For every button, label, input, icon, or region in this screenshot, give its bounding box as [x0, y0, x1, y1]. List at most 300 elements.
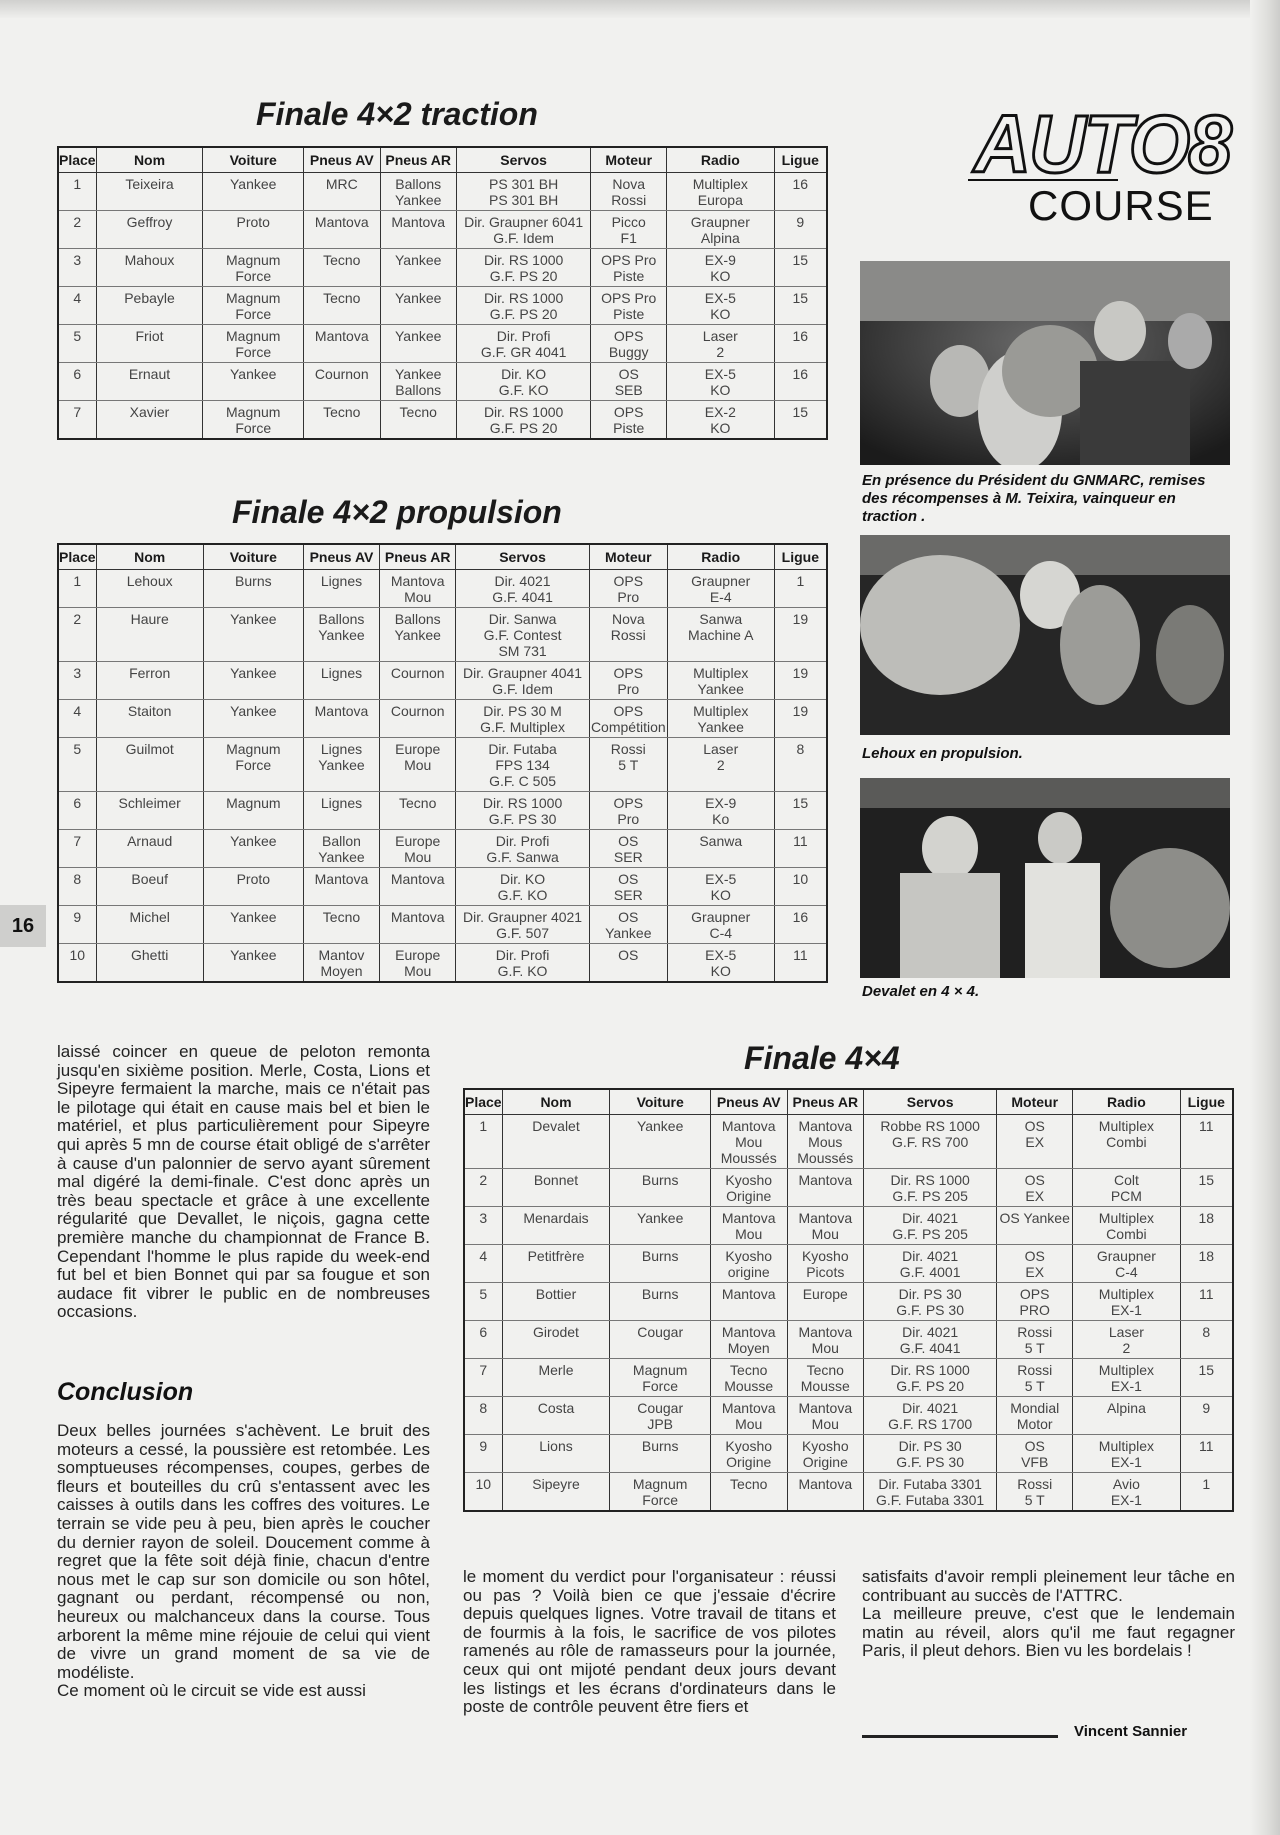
table-cell: Burns: [610, 1169, 711, 1207]
table-cell: Multiplex EX-1: [1073, 1283, 1180, 1321]
table-cell: Nova Rossi: [589, 608, 667, 662]
table-cell: 4: [58, 700, 96, 738]
table-cell: Mantova: [380, 211, 456, 249]
table-cell: Mantova: [787, 1169, 864, 1207]
table-row: [464, 1169, 1233, 1207]
table-cell: 18: [1180, 1245, 1233, 1283]
table-cell: OPS Pro Piste: [591, 287, 667, 325]
page-number: 16: [0, 905, 46, 947]
table-cell: Graupner C-4: [1073, 1245, 1180, 1283]
table-cell: Dir. Profi G.F. GR 4041: [456, 325, 590, 363]
table-cell: PS 301 BH PS 301 BH: [456, 173, 590, 211]
caption-photo3: Devalet en 4 × 4.: [862, 983, 980, 1000]
top-scan-edge: [0, 0, 1280, 18]
table-cell: OS: [589, 944, 667, 983]
table-cell: 9: [464, 1435, 502, 1473]
table-cell: 3: [464, 1207, 502, 1245]
table-cell: Burns: [203, 570, 303, 608]
table-cell: 2: [58, 211, 96, 249]
column-header: Moteur: [591, 147, 667, 173]
table-cell: 8: [464, 1397, 502, 1435]
table-cell: Europe Mou: [380, 830, 456, 868]
table-cell: 15: [774, 249, 827, 287]
table-cell: Dir. PS 30 G.F. PS 30: [864, 1283, 997, 1321]
table-cell: Yankee: [610, 1207, 711, 1245]
table-cell: Lignes Yankee: [303, 738, 379, 792]
table-cell: Mantova: [304, 211, 380, 249]
table-cell: Mantova: [304, 325, 380, 363]
table-cell: Tecno: [304, 287, 380, 325]
table-cell: EX-2 KO: [667, 401, 774, 440]
table-cell: EX-5 KO: [667, 287, 774, 325]
table-cell: Kyosho Origine: [710, 1169, 787, 1207]
table-row: [464, 1359, 1233, 1397]
article-col1-top: laissé coincer en queue de peloton remonta jusqu'en sixième position. Merle, Costa, Lions et Sipeyre fermaient la marche, mais ce n'était pas le pilotage qui était en cause mais bel et bien le matériel, et plus particulièrement pour Sipeyre qui après 5 mn de course était obligé de s'arrêter à cause d'un palonnier de servo ayant sûrement mal digéré la demi-finale. C'est donc après un très beau spectacle et grâce à une excellente régularité que Devallet, le niçois, gagna cette première manche du championnat de France B. Cependant l'homme le plus rapide du week-end fut bel et bien Bonnet qui par sa fougue et son audace fit vibrer le public en de nombreuses occasions.: [57, 1042, 430, 1322]
table-row: [58, 830, 827, 868]
table-cell: OPS Piste: [591, 401, 667, 440]
table-cell: EX-5 KO: [667, 868, 774, 906]
table-cell: Dir. 4021 G.F. RS 1700: [864, 1397, 997, 1435]
table-cell: Ernaut: [96, 363, 203, 401]
table-cell: 10: [58, 944, 96, 983]
table-cell: Lignes: [303, 662, 379, 700]
table-row: [464, 1207, 1233, 1245]
table-row: [58, 868, 827, 906]
table-cell: 1: [58, 173, 96, 211]
table-cell: 15: [774, 792, 827, 830]
table-row: [58, 249, 827, 287]
table-row: [464, 1283, 1233, 1321]
table-row: [58, 211, 827, 249]
table-cell: Boeuf: [96, 868, 203, 906]
table-cell: Mantova: [303, 868, 379, 906]
table-cell: Mantova: [380, 868, 456, 906]
table-cell: Tecno: [380, 401, 456, 440]
table-cell: Colt PCM: [1073, 1169, 1180, 1207]
table-cell: Rossi 5 T: [997, 1473, 1073, 1512]
table-cell: Yankee: [203, 363, 304, 401]
table-cell: 19: [774, 662, 827, 700]
table-cell: Yankee Ballons: [380, 363, 456, 401]
table-cell: OS VFB: [997, 1435, 1073, 1473]
table-row: [464, 1321, 1233, 1359]
table-cell: Michel: [96, 906, 203, 944]
table-row: [58, 944, 827, 983]
table-cell: Tecno: [303, 906, 379, 944]
table-cell: Petitfrère: [502, 1245, 610, 1283]
table-cell: OPS Pro: [589, 792, 667, 830]
table-cell: Dir. RS 1000 G.F. PS 205: [864, 1169, 997, 1207]
auto8-logo: [968, 96, 1236, 186]
table-cell: Mantova: [710, 1283, 787, 1321]
column-header: Servos: [864, 1089, 997, 1115]
table-cell: Mantova Mou: [380, 570, 456, 608]
table-cell: 9: [58, 906, 96, 944]
table-cell: 11: [1180, 1115, 1233, 1169]
table-row: [464, 1115, 1233, 1169]
table-cell: Multiplex Combi: [1073, 1207, 1180, 1245]
table-cell: 19: [774, 700, 827, 738]
table-cell: OPS Pro: [589, 662, 667, 700]
table-cell: Avio EX-1: [1073, 1473, 1180, 1512]
photo-devalet: [860, 778, 1230, 978]
table-cell: Magnum Force: [203, 287, 304, 325]
table-cell: 3: [58, 249, 96, 287]
table-cell: Laser 2: [667, 325, 774, 363]
table-cell: Sanwa Machine A: [667, 608, 774, 662]
table-cell: 15: [1180, 1359, 1233, 1397]
table-cell: Rossi 5 T: [589, 738, 667, 792]
fourbyfour-title: Finale 4×4: [744, 1040, 900, 1076]
table-cell: Girodet: [502, 1321, 610, 1359]
table-cell: Schleimer: [96, 792, 203, 830]
table-cell: Dir. RS 1000 G.F. PS 20: [456, 249, 590, 287]
column-header: Voiture: [610, 1089, 711, 1115]
table-cell: Mantova: [380, 906, 456, 944]
table-cell: OS EX: [997, 1115, 1073, 1169]
table-cell: Rossi 5 T: [997, 1321, 1073, 1359]
table-cell: Dir. 4021 G.F. 4041: [864, 1321, 997, 1359]
table-cell: 11: [774, 830, 827, 868]
table-cell: Yankee: [203, 608, 303, 662]
table-cell: Burns: [610, 1283, 711, 1321]
table-cell: Dir. 4021 G.F. 4041: [456, 570, 590, 608]
table-cell: Ballons Yankee: [303, 608, 379, 662]
table-cell: Sipeyre: [502, 1473, 610, 1512]
fourbyfour-results-table: [463, 1088, 1234, 1512]
table-cell: Magnum Force: [610, 1473, 711, 1512]
table-cell: Dir. RS 1000 G.F. PS 20: [456, 401, 590, 440]
table-cell: 5: [58, 325, 96, 363]
table-cell: 15: [1180, 1169, 1233, 1207]
table-cell: Lignes: [303, 792, 379, 830]
table-cell: Burns: [610, 1245, 711, 1283]
column-header: Pneus AR: [380, 544, 456, 570]
table-cell: 9: [774, 211, 827, 249]
table-cell: Devalet: [502, 1115, 610, 1169]
table-cell: MRC: [304, 173, 380, 211]
table-cell: Cougar JPB: [610, 1397, 711, 1435]
table-cell: Multiplex Combi: [1073, 1115, 1180, 1169]
table-cell: 4: [58, 287, 96, 325]
table-cell: Dir. RS 1000 G.F. PS 20: [864, 1359, 997, 1397]
table-cell: 5: [58, 738, 96, 792]
table-cell: OPS Buggy: [591, 325, 667, 363]
column-header: Pneus AR: [787, 1089, 864, 1115]
table-cell: Dir. Futaba 3301 G.F. Futaba 3301: [864, 1473, 997, 1512]
table-cell: Mondial Motor: [997, 1397, 1073, 1435]
table-cell: Yankee: [380, 325, 456, 363]
table-row: [58, 325, 827, 363]
table-cell: Xavier: [96, 401, 203, 440]
table-cell: 16: [774, 173, 827, 211]
table-cell: Cournon: [380, 662, 456, 700]
table-cell: Cournon: [380, 700, 456, 738]
table-cell: Dir. PS 30 G.F. PS 30: [864, 1435, 997, 1473]
table-cell: 15: [774, 401, 827, 440]
table-cell: Dir. Graupner 4021 G.F. 507: [456, 906, 590, 944]
table-cell: Teixeira: [96, 173, 203, 211]
table-cell: Menardais: [502, 1207, 610, 1245]
table-cell: Mantova Mou Moussés: [710, 1115, 787, 1169]
table-cell: Yankee: [203, 662, 303, 700]
table-cell: Laser 2: [1073, 1321, 1180, 1359]
table-cell: Dir. Futaba FPS 134 G.F. C 505: [456, 738, 590, 792]
table-cell: Kyosho origine: [710, 1245, 787, 1283]
table-cell: OS SEB: [591, 363, 667, 401]
table-row: [464, 1435, 1233, 1473]
table-cell: Mahoux: [96, 249, 203, 287]
column-header: Voiture: [203, 544, 303, 570]
table-cell: Dir. KO G.F. KO: [456, 868, 590, 906]
table-cell: Dir. 4021 G.F. 4001: [864, 1245, 997, 1283]
table-cell: EX-9 Ko: [667, 792, 774, 830]
right-scan-edge: [1250, 0, 1280, 1835]
table-cell: Ballons Yankee: [380, 173, 456, 211]
table-cell: Lehoux: [96, 570, 203, 608]
table-cell: 11: [1180, 1435, 1233, 1473]
table-cell: Cougar: [610, 1321, 711, 1359]
table-cell: Multiplex Yankee: [667, 700, 774, 738]
table-cell: Europe: [787, 1283, 864, 1321]
photo-teixeira-award: [860, 261, 1230, 465]
table-cell: Mantova Mou: [787, 1207, 864, 1245]
table-cell: 19: [774, 608, 827, 662]
table-cell: Pebayle: [96, 287, 203, 325]
table-header-row: [464, 1089, 1233, 1115]
author-signature: Vincent Sannier: [1074, 1723, 1188, 1740]
table-cell: OPS PRO: [997, 1283, 1073, 1321]
table-cell: Mantova Moyen: [710, 1321, 787, 1359]
column-header: Ligue: [1180, 1089, 1233, 1115]
table-cell: Mantova Mou: [787, 1321, 864, 1359]
table-row: [58, 173, 827, 211]
table-cell: 1: [58, 570, 96, 608]
table-cell: 7: [58, 830, 96, 868]
table-cell: Graupner E-4: [667, 570, 774, 608]
column-header: Pneus AR: [380, 147, 456, 173]
table-cell: Mantova: [787, 1473, 864, 1512]
table-header-row: [58, 147, 827, 173]
table-row: [58, 608, 827, 662]
column-header: Place: [58, 544, 96, 570]
table-cell: 1: [774, 570, 827, 608]
propulsion-results-table: [57, 543, 828, 983]
table-cell: Lignes: [303, 570, 379, 608]
column-header: Pneus AV: [710, 1089, 787, 1115]
photo-lehoux: [860, 535, 1230, 735]
table-cell: Merle: [502, 1359, 610, 1397]
column-header: Ligue: [774, 544, 827, 570]
table-cell: Yankee: [203, 830, 303, 868]
table-row: [58, 363, 827, 401]
table-cell: OS SER: [589, 830, 667, 868]
table-cell: OS EX: [997, 1169, 1073, 1207]
table-cell: Guilmot: [96, 738, 203, 792]
signature-rule: [862, 1735, 1058, 1738]
table-cell: 8: [58, 868, 96, 906]
caption-photo1: En présence du Président du GNMARC, remises des récompenses à M. Teixira, vainqueur en traction .: [862, 472, 1206, 525]
propulsion-title: Finale 4×2 propulsion: [232, 494, 562, 530]
table-cell: Tecno Mousse: [710, 1359, 787, 1397]
table-cell: Yankee: [380, 249, 456, 287]
table-cell: Ballons Yankee: [380, 608, 456, 662]
table-cell: 6: [58, 792, 96, 830]
traction-results-table: [57, 146, 828, 440]
table-cell: Dir. RS 1000 G.F. PS 20: [456, 287, 590, 325]
table-cell: Dir. Graupner 6041 G.F. Idem: [456, 211, 590, 249]
table-cell: Mantova Mous Moussés: [787, 1115, 864, 1169]
table-cell: Costa: [502, 1397, 610, 1435]
table-cell: Mantova Mou: [710, 1397, 787, 1435]
table-cell: Europe Mou: [380, 738, 456, 792]
table-cell: Magnum Force: [203, 401, 304, 440]
table-cell: Dir. KO G.F. KO: [456, 363, 590, 401]
table-cell: Sanwa: [667, 830, 774, 868]
column-header: Servos: [456, 544, 590, 570]
column-header: Servos: [456, 147, 590, 173]
table-cell: OS Yankee: [997, 1207, 1073, 1245]
column-header: Voiture: [203, 147, 304, 173]
table-cell: 16: [774, 906, 827, 944]
table-cell: Multiplex EX-1: [1073, 1435, 1180, 1473]
table-cell: OS EX: [997, 1245, 1073, 1283]
table-cell: Multiplex Yankee: [667, 662, 774, 700]
table-cell: Magnum Force: [610, 1359, 711, 1397]
table-cell: Ballon Yankee: [303, 830, 379, 868]
table-cell: 16: [774, 363, 827, 401]
svg-text:AUTO8: AUTO8: [972, 99, 1233, 186]
table-cell: 2: [464, 1169, 502, 1207]
table-cell: Tecno Mousse: [787, 1359, 864, 1397]
table-cell: Nova Rossi: [591, 173, 667, 211]
traction-title: Finale 4×2 traction: [256, 96, 538, 132]
table-cell: 10: [464, 1473, 502, 1512]
table-cell: Picco F1: [591, 211, 667, 249]
table-row: [464, 1397, 1233, 1435]
table-cell: Ferron: [96, 662, 203, 700]
table-cell: OPS Pro Piste: [591, 249, 667, 287]
column-header: Ligue: [774, 147, 827, 173]
table-cell: Dir. RS 1000 G.F. PS 30: [456, 792, 590, 830]
column-header: Pneus AV: [303, 544, 379, 570]
table-cell: Friot: [96, 325, 203, 363]
article-col3: satisfaits d'avoir rempli pleinement leur tâche en contribuant au succès de l'ATTRC. La meilleure preuve, c'est que le lendemain matin au réveil, alors qu'il me faut regagner Paris, il pleut dehors. Bien vu les bordelais !: [862, 1567, 1235, 1661]
table-cell: EX-5 KO: [667, 363, 774, 401]
table-cell: OS SER: [589, 868, 667, 906]
column-header: Nom: [96, 147, 203, 173]
table-cell: Bonnet: [502, 1169, 610, 1207]
article-col1-bottom: Deux belles journées s'achèvent. Le bruit des moteurs a cessé, la poussière est retombée. Les somptueuses récompenses, coupes, gerbes de fleurs et bouteilles du crû s'entassent avec les caisses à outils dans les coffres des voitures. Le terrain se vide peu à peu, bien après le coucher du dernier rayon de soleil. Doucement comme à regret que la fête soit déjà finie, chacun d'entre nous met le cap sur son domicile ou son hôtel, gagnant ou perdant, récompensé ou non, heureux ou malchanceux dans la course. Tous arborent la même mine réjouie de celui qui vient de vivre un grand moment de sa vie de modéliste. Ce moment où le circuit se vide est aussi: [57, 1421, 430, 1701]
table-cell: Europe Mou: [380, 944, 456, 983]
table-cell: Yankee: [203, 944, 303, 983]
column-header: Radio: [667, 544, 774, 570]
table-cell: 5: [464, 1283, 502, 1321]
table-cell: Bottier: [502, 1283, 610, 1321]
table-cell: 11: [774, 944, 827, 983]
table-cell: 11: [1180, 1283, 1233, 1321]
table-row: [58, 700, 827, 738]
table-cell: Dir. 4021 G.F. PS 205: [864, 1207, 997, 1245]
table-cell: Tecno: [710, 1473, 787, 1512]
table-cell: EX-5 KO: [667, 944, 774, 983]
table-cell: Dir. Sanwa G.F. Contest SM 731: [456, 608, 590, 662]
table-cell: EX-9 KO: [667, 249, 774, 287]
table-cell: 1: [1180, 1473, 1233, 1512]
table-cell: Yankee: [203, 906, 303, 944]
table-cell: 6: [58, 363, 96, 401]
table-cell: 2: [58, 608, 96, 662]
table-cell: Magnum Force: [203, 738, 303, 792]
table-cell: Magnum: [203, 792, 303, 830]
table-cell: Haure: [96, 608, 203, 662]
table-cell: Tecno: [304, 401, 380, 440]
table-cell: Burns: [610, 1435, 711, 1473]
table-cell: 6: [464, 1321, 502, 1359]
table-cell: Dir. Graupner 4041 G.F. Idem: [456, 662, 590, 700]
table-cell: Ghetti: [96, 944, 203, 983]
column-header: Moteur: [997, 1089, 1073, 1115]
table-cell: 9: [1180, 1397, 1233, 1435]
table-cell: Tecno: [304, 249, 380, 287]
table-cell: Mantov Moyen: [303, 944, 379, 983]
table-cell: Multiplex Europa: [667, 173, 774, 211]
table-cell: OPS Compétition: [589, 700, 667, 738]
table-cell: 16: [774, 325, 827, 363]
table-row: [58, 570, 827, 608]
column-header: Pneus AV: [304, 147, 380, 173]
table-cell: Robbe RS 1000 G.F. RS 700: [864, 1115, 997, 1169]
table-cell: Graupner C-4: [667, 906, 774, 944]
table-cell: OPS Pro: [589, 570, 667, 608]
table-cell: Mantova Mou: [787, 1397, 864, 1435]
table-cell: Dir. PS 30 M G.F. Multiplex: [456, 700, 590, 738]
column-header: Nom: [96, 544, 203, 570]
table-cell: Magnum Force: [203, 325, 304, 363]
course-subtitle: COURSE: [1028, 182, 1214, 229]
table-cell: 15: [774, 287, 827, 325]
table-cell: Staiton: [96, 700, 203, 738]
table-cell: Kyosho Origine: [787, 1435, 864, 1473]
table-row: [58, 401, 827, 440]
table-cell: Dir. Profi G.F. Sanwa: [456, 830, 590, 868]
table-cell: Magnum Force: [203, 249, 304, 287]
column-header: Radio: [667, 147, 774, 173]
table-row: [58, 906, 827, 944]
table-cell: Graupner Alpina: [667, 211, 774, 249]
table-cell: Kyosho Origine: [710, 1435, 787, 1473]
table-cell: Proto: [203, 868, 303, 906]
table-cell: 10: [774, 868, 827, 906]
table-cell: 18: [1180, 1207, 1233, 1245]
column-header: Radio: [1073, 1089, 1180, 1115]
column-header: Moteur: [589, 544, 667, 570]
table-cell: Mantova: [303, 700, 379, 738]
column-header: Place: [58, 147, 96, 173]
table-cell: Laser 2: [667, 738, 774, 792]
table-cell: Yankee: [203, 700, 303, 738]
table-row: [464, 1473, 1233, 1512]
table-cell: Cournon: [304, 363, 380, 401]
table-cell: 8: [774, 738, 827, 792]
table-row: [58, 287, 827, 325]
table-cell: 7: [464, 1359, 502, 1397]
table-cell: Yankee: [610, 1115, 711, 1169]
table-cell: 3: [58, 662, 96, 700]
table-cell: Mantova Mou: [710, 1207, 787, 1245]
column-header: Place: [464, 1089, 502, 1115]
table-cell: 1: [464, 1115, 502, 1169]
